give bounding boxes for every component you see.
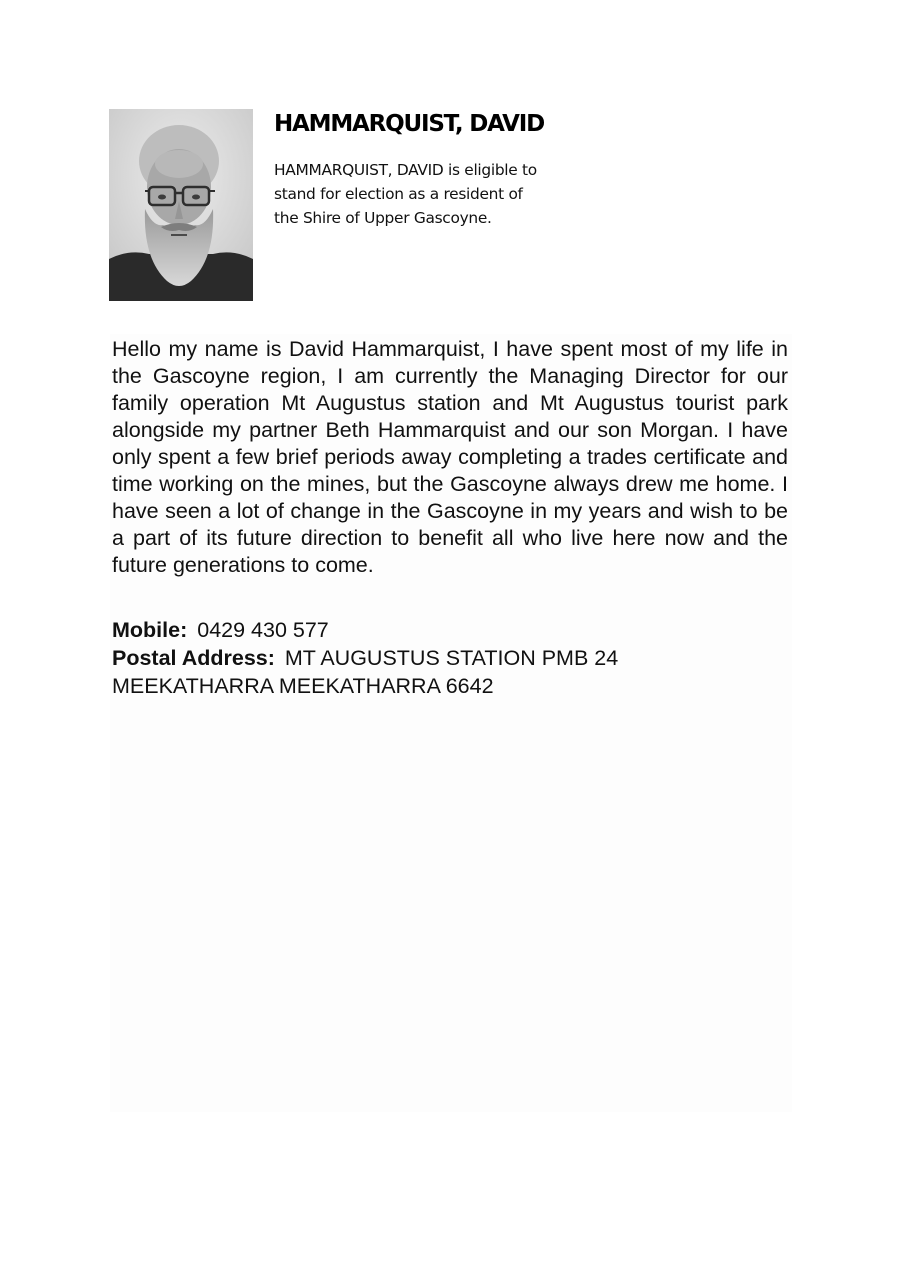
postal-row-2 xyxy=(112,672,788,700)
candidate-name-heading: HAMMARQUIST, DAVID xyxy=(274,111,545,137)
postal-address-line1: MT AUGUSTUS STATION PMB 24 xyxy=(284,646,619,670)
mobile-label: Mobile: xyxy=(112,618,188,642)
eligibility-statement: HAMMARQUIST, DAVID is eligible to stand for election as a resident of the Shire of Upper Gascoyne. xyxy=(274,161,537,227)
postal-label: Postal Address: xyxy=(112,646,275,670)
postal-address-line2: MEEKATHARRA MEEKATHARRA 6642 xyxy=(112,674,494,698)
candidate-statement: Hello my name is David Hammarquist, I have spent most of my life in the Gascoyne region, I am currently the Managing Director for our family operation Mt Augustus station and Mt Augustus tourist park alongside my partner Beth Hammarquist and our son Morgan. I have only spent a few brief periods away completing a trades certificate and time working on the mines, but the Gascoyne always drew me home. I have seen a lot of change in the Gascoyne in my years and wish to be a part of its future direction to benefit all who live here now and the future generations to come. xyxy=(112,337,788,577)
candidate-photo xyxy=(109,109,253,301)
contact-details xyxy=(112,616,788,700)
mobile-number: 0429 430 577 xyxy=(197,618,329,642)
mobile-row xyxy=(112,616,788,644)
postal-row xyxy=(112,644,788,672)
